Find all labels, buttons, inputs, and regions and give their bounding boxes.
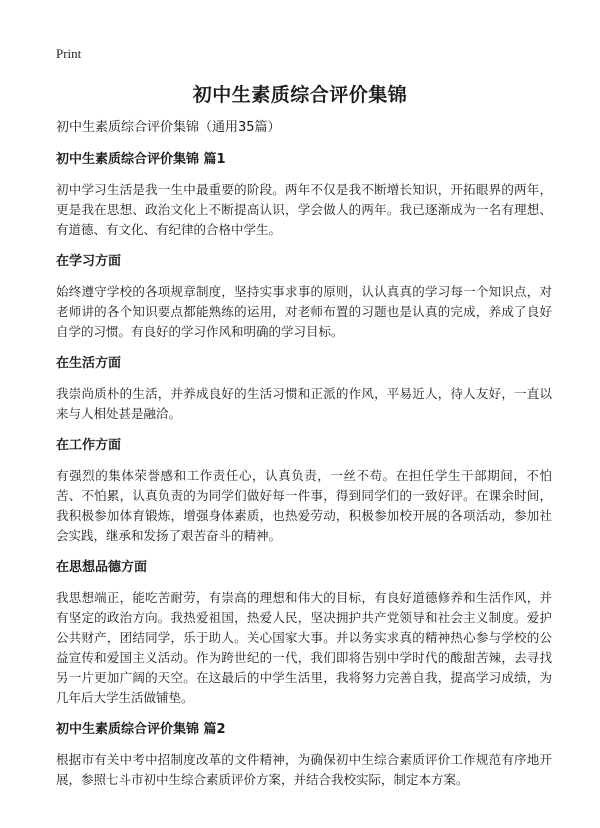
section-intro-1: 初中学习生活是我一生中最重要的阶段。两年不仅是我不断增长知识，开拓眼界的两年，更是我在思想、政治文化上不断提高认识，学会做人的两年。我已逐渐成为一名有理想、有道德、有文化、有纪律的合格中学生。 [56,182,552,237]
print-link[interactable]: Print [56,46,82,61]
subsection-heading-life: 在生活方面 [56,356,122,371]
document-subtitle: 初中生素质综合评价集锦（通用35篇） [56,120,281,135]
subsection-heading-study: 在学习方面 [56,254,122,269]
subsection-text-morality: 我思想端正，能吃苦耐劳，有崇高的理想和伟大的目标，有良好道德修养和生活作风，并有坚定的政治方向。我热爱祖国，热爱人民，坚决拥护共产党领导和社会主义制度。爱护公共财产，团结同学，乐于助人。关心国家大事。并以务实求真的精神热心参与学校的公益宣传和爱国主义活动。作为跨世纪的一代，我们即将告别中学时代的酸甜苦辣，去寻找另一片更加广阔的天空。在这最后的中学生活里，我将努力完善自我，提高学习成绩，为几年后大学生活做铺垫。 [56,590,552,705]
subsection-text-life: 我崇尚质朴的生活，并养成良好的生活习惯和正派的作风，平易近人，待人友好，一直以来与人相处甚是融洽。 [56,386,552,421]
section-heading-2: 初中生素质综合评价集锦 篇2 [56,722,226,737]
subsection-text-study: 始终遵守学校的各项规章制度，坚持实事求事的原则，认认真真的学习每一个知识点，对老师讲的各个知识要点都能熟练的运用，对老师布置的习题也是认真的完成，养成了良好自学的习惯。有良好的学习作风和明确的学习目标。 [56,284,552,339]
document-title: 初中生素质综合评价集锦 [192,84,408,106]
section-intro-2: 根据市有关中考中招制度改革的文件精神，为确保初中生综合素质评价工作规范有序地开展，参照七斗市初中生综合素质评价方案，并结合我校实际，制定本方案。 [56,752,552,787]
subsection-heading-morality: 在思想品德方面 [56,560,148,575]
section-heading-1: 初中生素质综合评价集锦 篇1 [56,152,226,167]
document-body [56,118,552,802]
subsection-heading-work: 在工作方面 [56,438,122,453]
subsection-text-work: 有强烈的集体荣誉感和工作责任心，认真负责，一丝不苟。在担任学生干部期间，不怕苦、不怕累，认真负责的为同学们做好每一件事，得到同学们的一致好评。在课余时间，我积极参加体育锻炼，增强身体素质，也热爱劳动，积极参加校开展的各项活动，参加社会实践，继承和发扬了艰苦奋斗的精神。 [56,468,552,543]
